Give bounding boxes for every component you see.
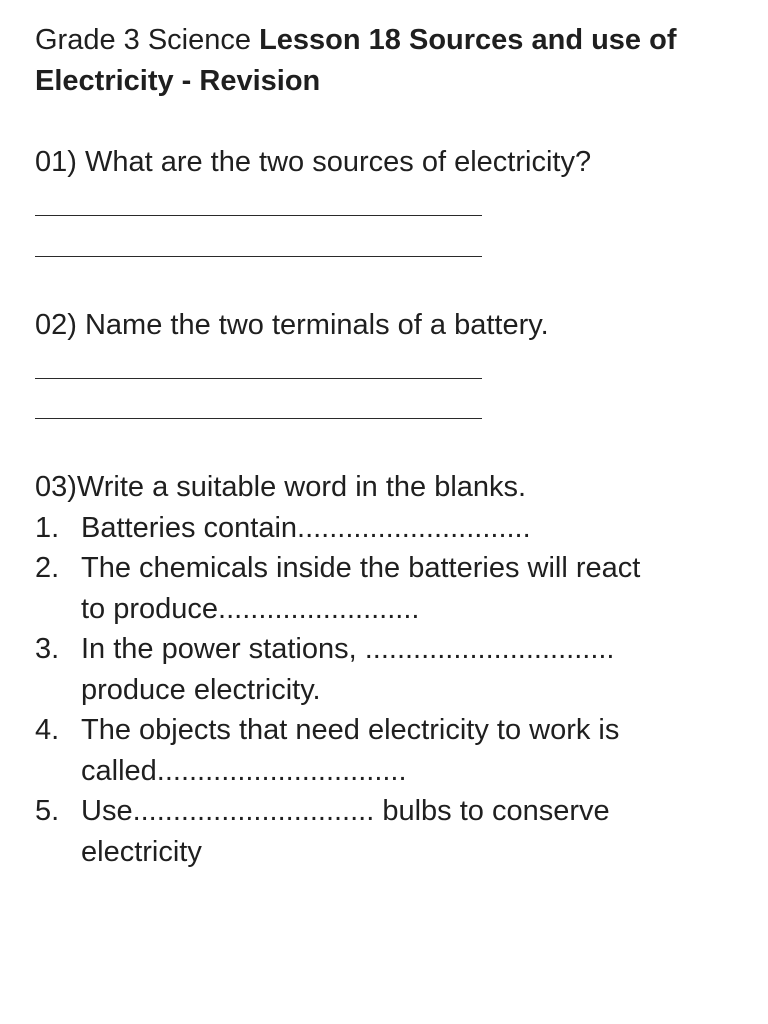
item-text-line-2: electricity (81, 835, 202, 868)
list-item (35, 629, 735, 710)
worksheet-header (35, 20, 735, 101)
worksheet (35, 20, 735, 872)
question-3-heading: 03)Write a suitable word in the blanks. (35, 471, 527, 503)
question-2 (35, 305, 735, 427)
item-number: 5. (35, 795, 60, 827)
question-1-answer-line-1[interactable] (35, 183, 482, 224)
item-number: 4. (35, 714, 60, 746)
list-item (35, 791, 735, 872)
question-2-answer-line-1[interactable] (35, 345, 482, 386)
item-number: 2. (35, 552, 60, 584)
item-number: 3. (35, 633, 60, 665)
header-line-1 (35, 20, 735, 61)
question-2-text: 02) Name the two terminals of a battery. (35, 308, 549, 341)
item-text-line-2[interactable]: to produce......................... (81, 592, 420, 625)
question-1 (35, 142, 735, 264)
item-text-line-1: The objects that need electricity to work is (81, 714, 620, 746)
question-2-answer-line-2[interactable] (35, 386, 482, 427)
list-item (35, 508, 735, 549)
item-number: 1. (35, 511, 60, 544)
question-3 (35, 467, 735, 872)
item-text-line-1[interactable]: Use.............................. bulbs to conserve (81, 795, 610, 827)
item-text-line-1: The chemicals inside the batteries will react (81, 552, 641, 584)
lesson-title-part-2: Electricity - Revision (35, 64, 321, 97)
item-text-line-2: produce electricity. (81, 673, 321, 706)
list-item (35, 710, 735, 791)
item-text-line-1[interactable]: In the power stations, ............................... (81, 633, 615, 665)
list-item (35, 548, 735, 629)
fill-in-blank-list (35, 508, 735, 873)
header-prefix: Grade 3 Science (35, 24, 260, 56)
item-text-line-1[interactable]: Batteries contain............................. (81, 511, 531, 544)
question-1-answer-line-2[interactable] (35, 223, 482, 264)
lesson-title-part-1: Lesson 18 Sources and use of (259, 24, 677, 56)
question-1-text: 01) What are the two sources of electricity? (35, 146, 592, 178)
item-text-line-2[interactable]: called............................... (81, 754, 407, 787)
